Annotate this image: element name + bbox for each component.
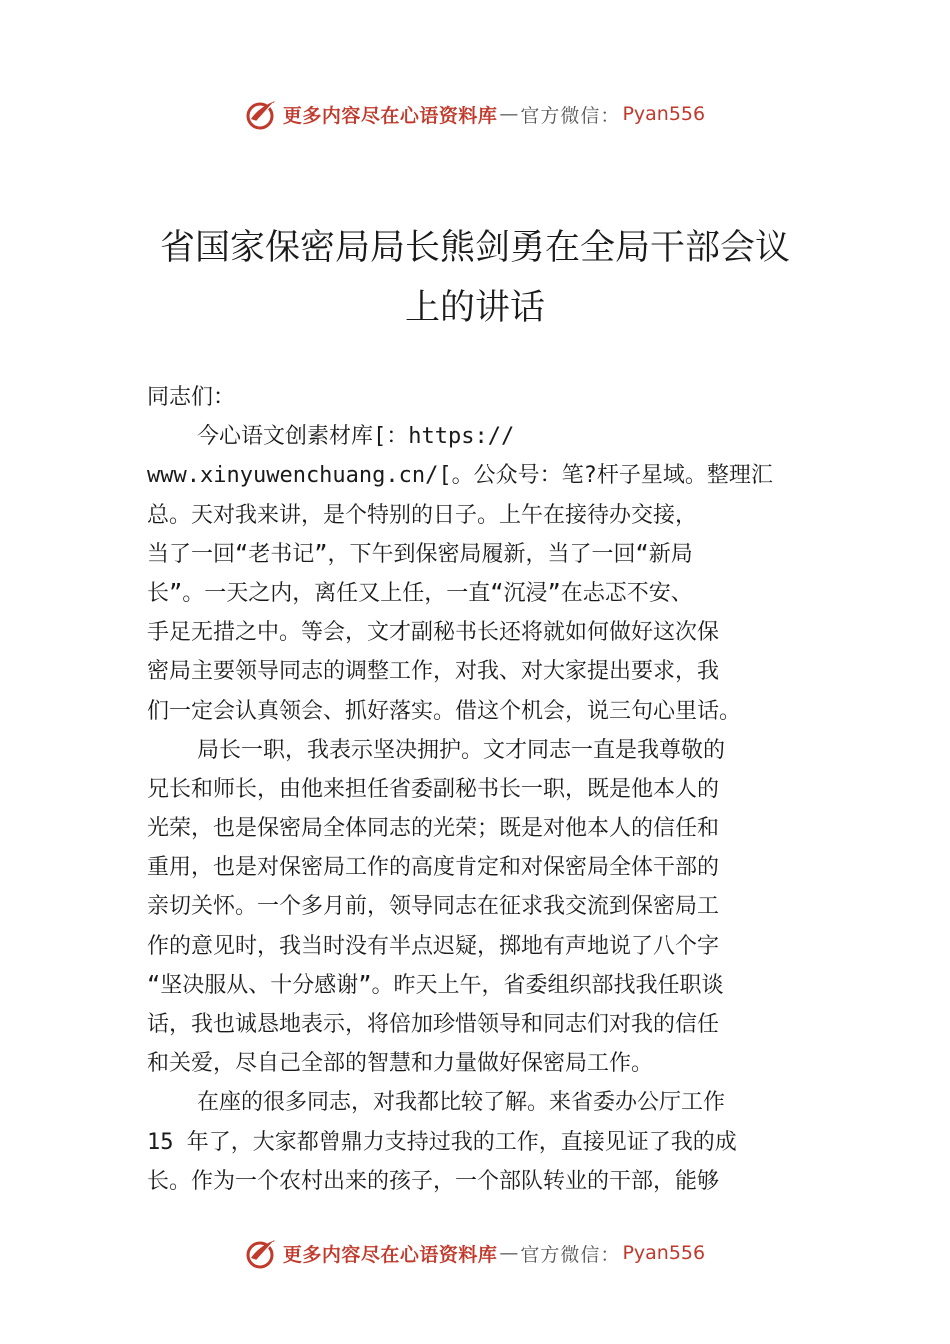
header-watermark <box>0 94 950 134</box>
body-line: 光荣，也是保密局全体同志的光荣；既是对他本人的信任和 <box>147 816 720 842</box>
watermark-wechat-label: 官方微信： <box>520 104 621 127</box>
body-line: 亲切关怀。一个多月前，领导同志在征求我交流到保密局工 <box>147 894 720 920</box>
body-line: 15 年了，大家都曾鼎力支持过我的工作，直接见证了我的成 <box>147 1129 737 1155</box>
watermark-wechat-label: 官方微信： <box>520 1243 621 1266</box>
body-line: 今心语文创素材库[：https:// <box>197 424 515 450</box>
watermark-site-text: 更多内容尽在心语资料库 <box>282 1243 498 1266</box>
body-line: “坚决服从、十分感谢”。昨天上午，省委组织部找我任职谈 <box>147 972 724 998</box>
footer-watermark <box>0 1233 950 1273</box>
body-line: 长。作为一个农村出来的孩子，一个部队转业的干部，能够 <box>147 1168 720 1194</box>
document-title <box>100 218 850 338</box>
watermark-dash: — <box>499 103 519 125</box>
body-line: 兄长和师长，由他来担任省委副秘书长一职，既是他本人的 <box>147 776 720 802</box>
body-line: 密局主要领导同志的调整工作，对我、对大家提出要求，我 <box>147 659 720 685</box>
body-line: 在座的很多同志，对我都比较了解。来省委办公厅工作 <box>197 1090 726 1116</box>
watermark-wechat-id: Pyan556 <box>622 1242 706 1264</box>
body-line: 话，我也诚恳地表示，将倍加珍惜领导和同志们对我的信任 <box>147 1012 720 1037</box>
watermark-site-text: 更多内容尽在心语资料库 <box>282 104 498 127</box>
quill-logo-icon <box>245 97 279 131</box>
watermark-wechat-id: Pyan556 <box>622 103 706 125</box>
body-line: 总。天对我来讲，是个特别的日子。上午在接待办交接， <box>147 502 698 528</box>
watermark-dash: — <box>499 1242 519 1264</box>
body-line: 局长一职，我表示坚决拥护。文才同志一直是我尊敬的 <box>197 737 726 763</box>
body-line: www.xinyuwenchuang.cn/[。公众号：笔?杆子星域。整理汇 <box>147 463 773 489</box>
body-line: 和关爱，尽自己全部的智慧和力量做好保密局工作。 <box>147 1051 654 1077</box>
body-line: 长”。一天之内，离任又上任，一直“沉浸”在忐忑不安、 <box>147 580 693 606</box>
body-line: 们一定会认真领会、抓好落实。借这个机会，说三句心里话。 <box>147 698 742 724</box>
title-line-2: 上的讲话 <box>404 288 545 328</box>
body-line: 作的意见时，我当时没有半点迟疑，掷地有声地说了八个字 <box>147 933 720 959</box>
body-line: 重用，也是对保密局工作的高度肯定和对保密局全体干部的 <box>147 855 720 881</box>
body-line: 当了一回“老书记”，下午到保密局履新，当了一回“新局 <box>147 541 693 567</box>
document-body <box>147 378 817 1201</box>
quill-logo-icon <box>245 1236 279 1270</box>
body-line: 手足无措之中。等会，文才副秘书长还将就如何做好这次保 <box>147 620 720 646</box>
salutation: 同志们： <box>147 385 236 410</box>
title-line-1: 省国家保密局局长熊剑勇在全局干部会议 <box>159 228 790 268</box>
